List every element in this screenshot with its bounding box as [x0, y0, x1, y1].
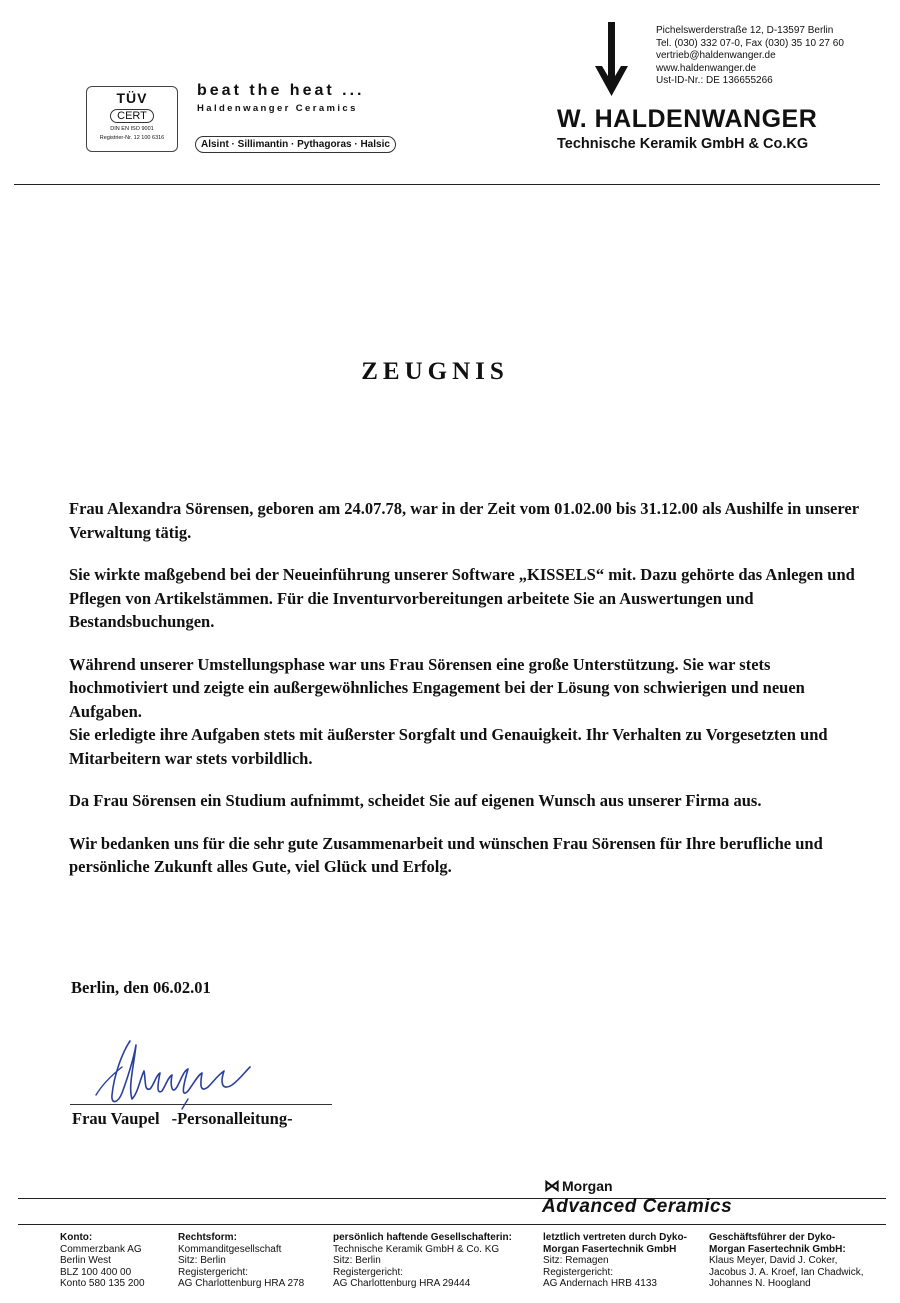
footer-represented-heading: letztlich vertreten durch Dyko- [543, 1232, 687, 1243]
morgan-logo [544, 1176, 613, 1196]
signer-name: Frau Vaupel [72, 1109, 160, 1128]
footer-divider-top [18, 1198, 886, 1199]
brand-name: W. HALDENWANGER [557, 105, 818, 133]
header-divider [14, 184, 880, 185]
tuv-cert-label: CERT [110, 109, 154, 123]
footer-legal-line: Kommanditgesellschaft [178, 1243, 282, 1255]
footer-legal-form [178, 1232, 304, 1290]
tuv-name: TÜV [116, 90, 148, 106]
footer-legal-line: AG Charlottenburg HRA 278 [178, 1278, 305, 1289]
footer-bank-line: Berlin West [60, 1255, 111, 1266]
footer-bank [60, 1232, 145, 1290]
footer-divider-bottom [18, 1224, 886, 1225]
footer-represented-heading2: Morgan Fasertechnik GmbH [543, 1243, 677, 1255]
footer-represented-line: Sitz: Remagen [543, 1255, 609, 1266]
address-phone: Tel. (030) 332 07-0, Fax (030) 35 10 27 60 [656, 37, 844, 49]
address-vat: Ust-ID-Nr.: DE 136655266 [656, 75, 773, 86]
signer-role: -Personalleitung- [171, 1109, 293, 1128]
footer-management-heading2: Morgan Fasertechnik GmbH: [709, 1243, 846, 1255]
tuv-cert-logo [86, 86, 178, 152]
tuv-norm: DIN EN ISO 9001 [110, 126, 154, 132]
company-small: Haldenwanger Ceramics [197, 103, 358, 114]
paragraph-employment: Frau Alexandra Sörensen, geboren am 24.07.78, war in der Zeit vom 01.02.00 bis 31.12.00 als Aushilfe in unserer Verwaltung tätig. [69, 499, 859, 542]
paragraph-departure: Da Frau Sörensen ein Studium aufnimmt, scheidet Sie auf eigenen Wunsch aus unserer Firma aus. [69, 791, 762, 810]
footer-partner-line: Registergericht: [333, 1266, 404, 1278]
footer-represented-line: Registergericht: [543, 1266, 614, 1278]
morgan-name: Morgan [562, 1178, 613, 1194]
footer-partner-line: AG Charlottenburg HRA 29444 [333, 1278, 471, 1289]
place-date: Berlin, den 06.02.01 [71, 978, 211, 997]
footer-represented [543, 1232, 687, 1290]
footer-legal-line: Sitz: Berlin [178, 1255, 226, 1266]
document-title: ZEUGNIS [361, 358, 509, 385]
slogan: beat the heat ... [197, 82, 365, 99]
footer-partner-heading: persönlich haftende Gesellschafterin: [333, 1232, 512, 1243]
address-web: www.haldenwanger.de [656, 62, 757, 74]
address-email: vertrieb@haldenwanger.de [656, 50, 776, 61]
footer-represented-line: AG Andernach HRB 4133 [543, 1278, 657, 1289]
footer-management-line: Klaus Meyer, David J. Coker, [709, 1255, 838, 1266]
tuv-reg: Registrier-Nr. 12 100 6316 [99, 135, 165, 141]
company-address [656, 25, 844, 88]
footer-legal-heading: Rechtsform: [178, 1232, 237, 1243]
footer-management-line: Jacobus J. A. Kroef, Ian Chadwick, [709, 1266, 864, 1278]
signature-line [70, 1104, 332, 1105]
footer-partner-line: Sitz: Berlin [333, 1255, 381, 1266]
products-badge: Alsint · Sillimantin · Pythagoras · Halsic [195, 136, 396, 153]
footer-bank-line: BLZ 100 400 00 [60, 1266, 132, 1278]
address-street: Pichelswerderstraße 12, D-13597 Berlin [656, 25, 834, 36]
signer [72, 1109, 293, 1129]
footer-bank-line: Commerzbank AG [60, 1243, 142, 1255]
footer-legal-line: Registergericht: [178, 1266, 249, 1278]
footer-partner-line: Technische Keramik GmbH & Co. KG [333, 1243, 500, 1255]
handwritten-signature [92, 1035, 272, 1110]
footer-management [709, 1232, 864, 1290]
footer-partner [333, 1232, 512, 1290]
footer-management-line: Johannes N. Hoogland [709, 1278, 811, 1289]
footer-management-heading: Geschäftsführer der Dyko- [709, 1232, 836, 1243]
reference-body [69, 497, 859, 898]
brand-subtitle: Technische Keramik GmbH & Co.KG [557, 136, 809, 152]
morgan-mark-icon: ⋈ [544, 1178, 560, 1195]
paragraph-conduct: Sie erledigte ihre Aufgaben stets mit äußerster Sorgfalt und Genauigkeit. Ihr Verhalten zu Vorgesetzten und Mitarbeitern war stets vorbildlich. [69, 725, 828, 768]
paragraph-thanks: Wir bedanken uns für die sehr gute Zusammenarbeit und wünschen Frau Sörensen für Ihre berufliche und persönliche Zukunft alles Gute, viel Glück und Erfolg. [69, 833, 823, 876]
footer-bank-heading: Konto: [60, 1232, 93, 1243]
footer-bank-line: Konto 580 135 200 [60, 1278, 145, 1289]
paragraph-support: Während unserer Umstellungsphase war uns Frau Sörensen eine große Unterstützung. Sie war stets hochmotiviert und zeigte ein außergewöhnliches Engagement bei der Lösung von schwierigen und neuen Aufgaben. [69, 654, 805, 721]
advanced-ceramics: Advanced Ceramics [542, 1196, 733, 1217]
paragraph-software: Sie wirkte maßgebend bei der Neueinführung unserer Software „KISSELS“ mit. Dazu gehörte das Anlegen und Pflegen von Artikelstämmen. Für die Inventurvorbereitungen arbeitete Sie an Auswertungen und Bestandsbuchungen. [69, 565, 855, 631]
